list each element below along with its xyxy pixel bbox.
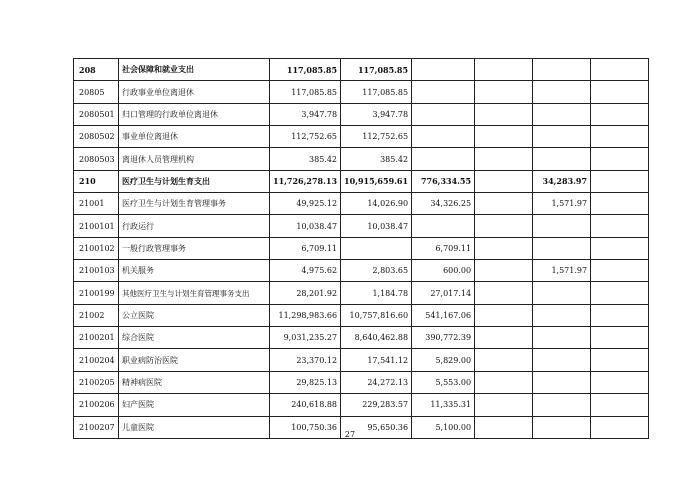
amount-cell: 11,335.31 <box>412 394 475 416</box>
account-name-cell: 精神病医院 <box>119 371 270 393</box>
account-code-cell: 21001 <box>74 193 119 215</box>
amount-cell <box>533 81 591 103</box>
amount-cell: 385.42 <box>341 148 412 170</box>
amount-cell <box>533 394 591 416</box>
table-row <box>74 349 649 371</box>
account-code-cell: 2100201 <box>74 327 119 349</box>
account-name-cell: 归口管理的行政单位离退休 <box>119 103 270 125</box>
amount-cell <box>533 282 591 304</box>
account-name-cell <box>119 282 270 304</box>
amount-cell: 117,085.85 <box>270 81 341 103</box>
amount-cell: 600.00 <box>412 260 475 282</box>
amount-cell: 10,038.47 <box>341 215 412 237</box>
amount-cell: 2,803.65 <box>341 260 412 282</box>
table-row <box>74 126 649 148</box>
amount-cell <box>475 215 533 237</box>
account-name-cell: 事业单位离退休 <box>119 126 270 148</box>
amount-cell: 24,272.13 <box>341 371 412 393</box>
amount-cell: 390,772.39 <box>412 327 475 349</box>
amount-cell <box>591 394 649 416</box>
amount-cell <box>533 148 591 170</box>
table-row <box>74 59 649 81</box>
table-row <box>74 103 649 125</box>
amount-cell <box>533 327 591 349</box>
amount-cell: 6,709.11 <box>412 237 475 259</box>
amount-cell <box>533 59 591 81</box>
account-name-cell: 行政运行 <box>119 215 270 237</box>
amount-cell: 10,915,659.61 <box>341 170 412 192</box>
table-row <box>74 394 649 416</box>
account-code-cell: 2080503 <box>74 148 119 170</box>
account-name-cell: 社会保障和就业支出 <box>119 59 270 81</box>
amount-cell <box>475 193 533 215</box>
amount-cell <box>475 237 533 259</box>
amount-cell: 117,085.85 <box>270 59 341 81</box>
amount-cell <box>591 59 649 81</box>
amount-cell <box>533 126 591 148</box>
amount-cell <box>475 103 533 125</box>
account-code-cell: 20805 <box>74 81 119 103</box>
amount-cell <box>533 371 591 393</box>
amount-cell: 23,370.12 <box>270 349 341 371</box>
amount-cell: 10,757,816.60 <box>341 304 412 326</box>
amount-cell: 5,553.00 <box>412 371 475 393</box>
account-name-cell: 机关服务 <box>119 260 270 282</box>
amount-cell <box>412 148 475 170</box>
table-body <box>74 59 649 439</box>
amount-cell <box>533 215 591 237</box>
amount-cell: 11,726,278.13 <box>270 170 341 192</box>
amount-cell: 9,031,235.27 <box>270 327 341 349</box>
amount-cell <box>591 170 649 192</box>
amount-cell <box>591 148 649 170</box>
amount-cell: 17,541.12 <box>341 349 412 371</box>
amount-cell <box>341 237 412 259</box>
amount-cell <box>475 260 533 282</box>
amount-cell <box>475 327 533 349</box>
amount-cell <box>591 103 649 125</box>
amount-cell: 11,298,983.66 <box>270 304 341 326</box>
budget-expenditure-table <box>73 58 649 439</box>
amount-cell: 112,752.65 <box>270 126 341 148</box>
account-name-cell: 妇产医院 <box>119 394 270 416</box>
table-row <box>74 215 649 237</box>
account-name-cell: 综合医院 <box>119 327 270 349</box>
account-code-cell: 210 <box>74 170 119 192</box>
amount-cell <box>475 170 533 192</box>
account-name-cell: 一般行政管理事务 <box>119 237 270 259</box>
amount-cell <box>475 304 533 326</box>
amount-cell: 1,571.97 <box>533 260 591 282</box>
account-code-cell: 2100206 <box>74 394 119 416</box>
amount-cell <box>475 371 533 393</box>
table-row <box>74 81 649 103</box>
account-code-cell: 2100207 <box>74 416 119 438</box>
amount-cell: 10,038.47 <box>270 215 341 237</box>
amount-cell <box>475 148 533 170</box>
amount-cell <box>591 327 649 349</box>
amount-cell: 1,571.97 <box>533 193 591 215</box>
account-code-cell: 2080502 <box>74 126 119 148</box>
amount-cell <box>412 126 475 148</box>
table-row <box>74 327 649 349</box>
amount-cell <box>533 103 591 125</box>
amount-cell: 776,334.55 <box>412 170 475 192</box>
amount-cell <box>591 81 649 103</box>
amount-cell <box>533 237 591 259</box>
amount-cell <box>591 193 649 215</box>
account-code-cell: 2100102 <box>74 237 119 259</box>
amount-cell: 29,825.13 <box>270 371 341 393</box>
table-row <box>74 304 649 326</box>
amount-cell: 5,829.00 <box>412 349 475 371</box>
amount-cell: 3,947.78 <box>270 103 341 125</box>
account-code-cell: 2100103 <box>74 260 119 282</box>
amount-cell <box>533 349 591 371</box>
amount-cell: 8,640,462.88 <box>341 327 412 349</box>
amount-cell: 4,975.62 <box>270 260 341 282</box>
amount-cell <box>475 282 533 304</box>
amount-cell: 6,709.11 <box>270 237 341 259</box>
amount-cell <box>591 349 649 371</box>
amount-cell <box>533 304 591 326</box>
account-name-cell: 公立医院 <box>119 304 270 326</box>
amount-cell: 117,085.85 <box>341 81 412 103</box>
account-code-cell: 21002 <box>74 304 119 326</box>
amount-cell: 5,100.00 <box>412 416 475 438</box>
amount-cell: 34,283.97 <box>533 170 591 192</box>
account-name-text: 其他医疗卫生与计划生育管理事务支出 <box>122 288 250 298</box>
amount-cell <box>475 81 533 103</box>
amount-cell: 240,618.88 <box>270 394 341 416</box>
account-code-cell: 208 <box>74 59 119 81</box>
amount-cell: 117,085.85 <box>341 59 412 81</box>
table-row <box>74 148 649 170</box>
table-row <box>74 371 649 393</box>
amount-cell <box>412 215 475 237</box>
amount-cell <box>591 215 649 237</box>
amount-cell: 34,326.25 <box>412 193 475 215</box>
table-row <box>74 260 649 282</box>
page-number: 27 <box>344 430 356 439</box>
account-code-cell: 2100101 <box>74 215 119 237</box>
amount-cell: 112,752.65 <box>341 126 412 148</box>
amount-cell: 1,184.78 <box>341 282 412 304</box>
amount-cell: 28,201.92 <box>270 282 341 304</box>
amount-cell <box>475 126 533 148</box>
account-name-cell: 医疗卫生与计划生育支出 <box>119 170 270 192</box>
amount-cell <box>591 304 649 326</box>
amount-cell: 3,947.78 <box>341 103 412 125</box>
amount-cell: 100,750.36 <box>270 416 341 438</box>
amount-cell: 385.42 <box>270 148 341 170</box>
account-code-cell: 2100204 <box>74 349 119 371</box>
amount-cell <box>591 371 649 393</box>
amount-cell: 229,283.57 <box>341 394 412 416</box>
account-name-cell: 医疗卫生与计划生育管理事务 <box>119 193 270 215</box>
amount-cell <box>591 282 649 304</box>
amount-cell <box>412 59 475 81</box>
table-row <box>74 282 649 304</box>
amount-cell: 95,650.36 <box>341 416 412 438</box>
amount-cell <box>412 81 475 103</box>
account-name-cell: 儿童医院 <box>119 416 270 438</box>
amount-cell <box>412 103 475 125</box>
account-code-cell: 2100199 <box>74 282 119 304</box>
account-code-cell: 2100205 <box>74 371 119 393</box>
account-name-cell: 行政事业单位离退休 <box>119 81 270 103</box>
amount-cell <box>475 349 533 371</box>
amount-cell: 49,925.12 <box>270 193 341 215</box>
amount-cell <box>475 394 533 416</box>
amount-cell <box>591 260 649 282</box>
amount-cell: 541,167.06 <box>412 304 475 326</box>
amount-cell <box>591 237 649 259</box>
table-row <box>74 237 649 259</box>
table-row <box>74 193 649 215</box>
account-name-cell: 离退休人员管理机构 <box>119 148 270 170</box>
amount-cell <box>475 59 533 81</box>
table-row <box>74 170 649 192</box>
amount-cell: 27,017.14 <box>412 282 475 304</box>
amount-cell <box>591 126 649 148</box>
account-code-cell: 2080501 <box>74 103 119 125</box>
account-name-cell: 职业病防治医院 <box>119 349 270 371</box>
amount-cell: 14,026.90 <box>341 193 412 215</box>
